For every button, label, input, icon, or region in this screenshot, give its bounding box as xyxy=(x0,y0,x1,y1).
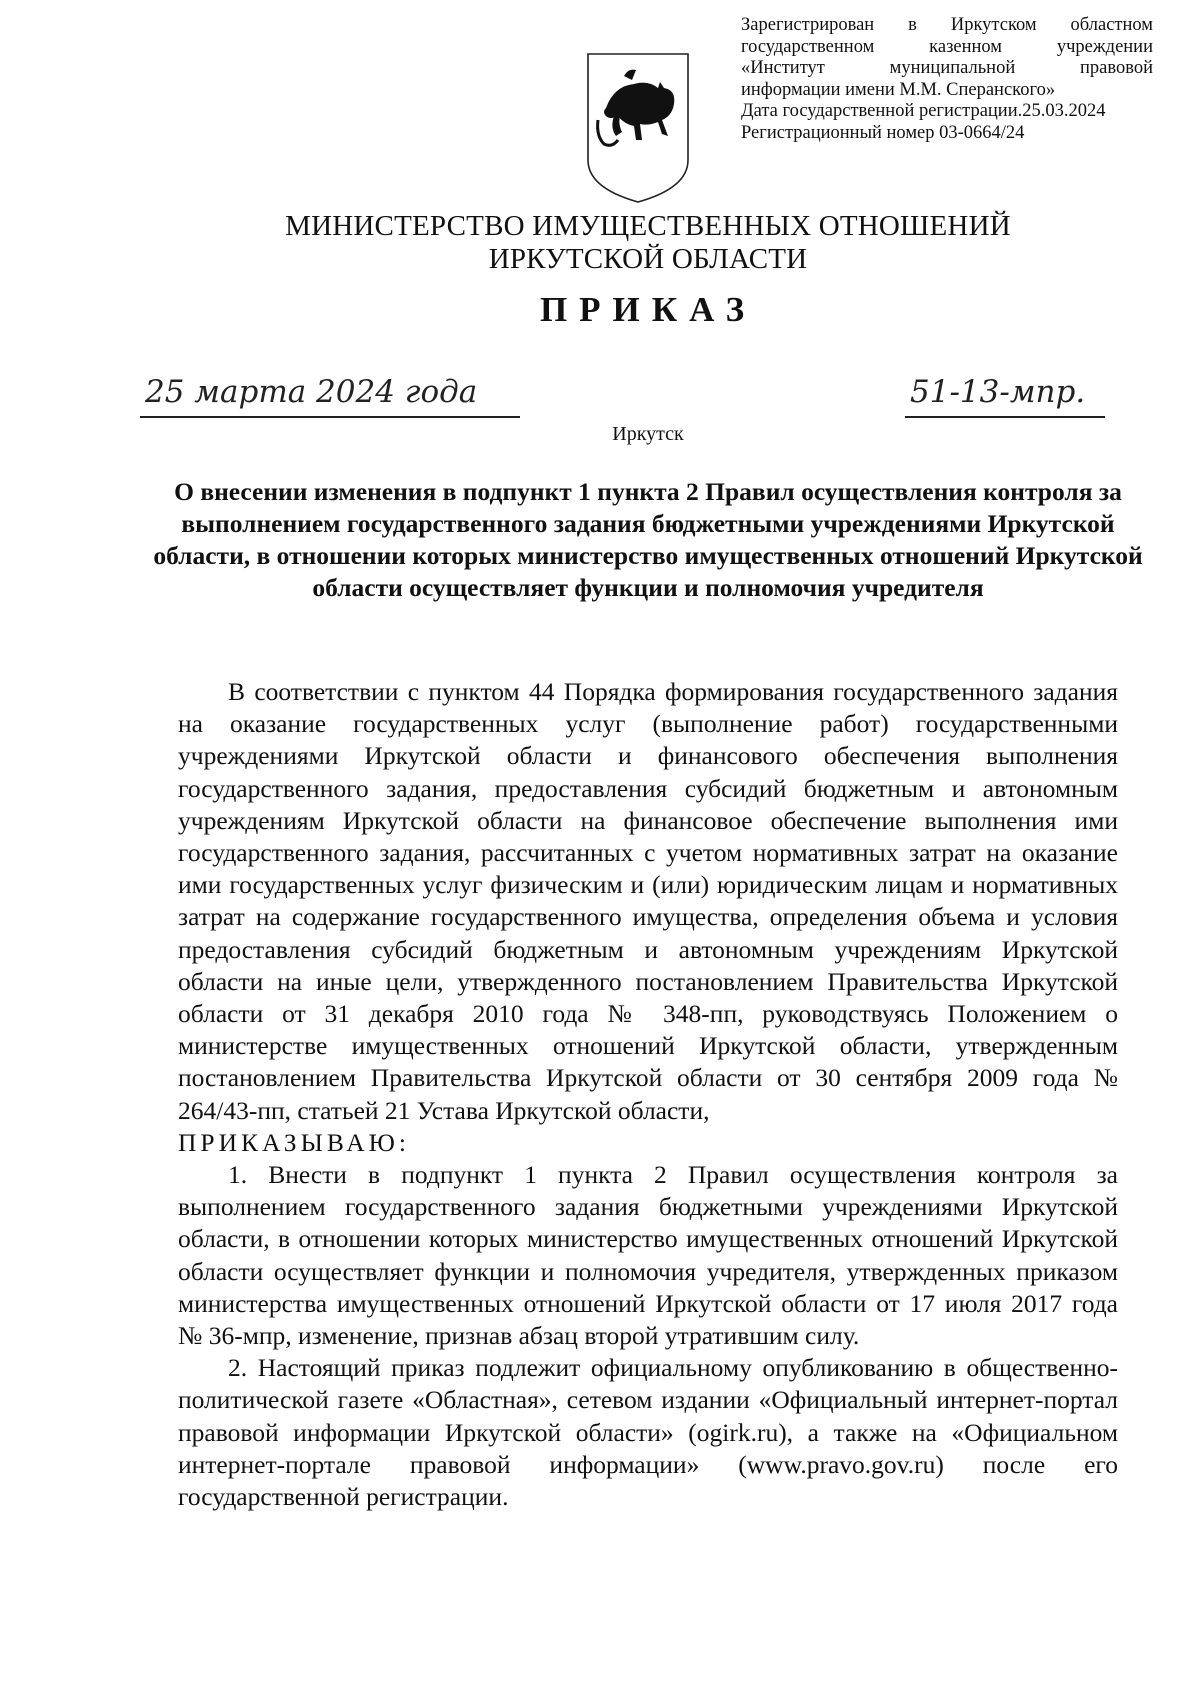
date-underline xyxy=(140,416,520,418)
order-item-2: 2. Настоящий приказ подлежит официальному опубликованию в общественно-политической газете «Областная», сетевом издании «Официальный интернет-портал правовой информации Иркутской области» (ogirk.ru), а также на «Официальном интернет-портале правовой информации» (www.pravo.gov.ru) после его государственной регистрации. xyxy=(178,1353,1118,1512)
handwritten-date: 25 марта 2024 года xyxy=(145,374,478,410)
number-underline xyxy=(905,416,1105,418)
registration-line: Зарегистрирован в Иркутском областном xyxy=(741,15,1153,35)
document-body xyxy=(178,676,1118,1513)
order-word: ПРИКАЗЫВАЮ: xyxy=(178,1127,410,1157)
registration-line: государственном казенном учреждении xyxy=(741,36,1153,57)
registration-line: информации имени М.М. Сперанского» xyxy=(741,79,1056,100)
document-type: ПРИКАЗ xyxy=(539,290,757,329)
ministry-name xyxy=(0,210,1200,276)
order-item-1: 1. Внести в подпункт 1 пункта 2 Правил осуществления контроля за выполнением государственного задания бюджетными учреждениями Иркутской области, в отношении которых министерство имущественных отношений Иркутской области осуществляет функции и полномочия учредителя, утвержденных приказом министерства имущественных отношений Иркутской области от 17 июля 2017 года № 36-мпр, изменение, признав абзац второй утратившим силу. xyxy=(178,1160,1118,1351)
handwritten-number: 51-13-мпр. xyxy=(910,374,1086,410)
city: Иркутск xyxy=(612,423,684,445)
irkutsk-coat-of-arms-icon xyxy=(584,50,692,206)
registration-stamp xyxy=(741,15,1153,144)
document-title: О внесении изменения в подпункт 1 пункта 2 Правил осуществления контроля за выполнением государственного задания бюджетными учреждениями Иркутской области, в отношении которых министерство имущественных отношений Иркутской области осуществляет функции и полномочия учредителя xyxy=(153,477,1143,602)
ministry-name-line: ИРКУТСКОЙ ОБЛАСТИ xyxy=(488,243,808,275)
ministry-name-line: МИНИСТЕРСТВО ИМУЩЕСТВЕННЫХ ОТНОШЕНИЙ xyxy=(285,210,1011,242)
preamble-paragraph: В соответствии с пунктом 44 Порядка формирования государственного задания на оказание государственных услуг (выполнение работ) государственными учреждениями Иркутской области и финансового обеспечения выполнения государственного задания, предоставления субсидий бюджетным и автономным учреждениям Иркутской области на финансовое обеспечение выполнения ими государственного задания, рассчитанных с учетом нормативных затрат на оказание ими государственных услуг физическим и (или) юридическим лицам и нормативных затрат на содержание государственного имущества, определения объема и условия предоставления субсидий бюджетным и автономным учреждениям Иркутской области на иные цели, утвержденного постановлением Правительства Иркутской области от 31 декабря 2010 года № 348-пп, руководствуясь Положением о министерстве имущественных отношений Иркутской области, утвержденным постановлением Правительства Иркутской области от 30 сентября 2009 года № 264/43-пп, статьей 21 Устава Иркутской области, xyxy=(178,677,1118,1125)
registration-line: «Институт муниципальной правовой xyxy=(741,58,1153,78)
registration-number: Регистрационный номер 03-0664/24 xyxy=(741,122,1025,143)
registration-date: Дата государственной регистрации.25.03.2024 xyxy=(741,101,1106,121)
